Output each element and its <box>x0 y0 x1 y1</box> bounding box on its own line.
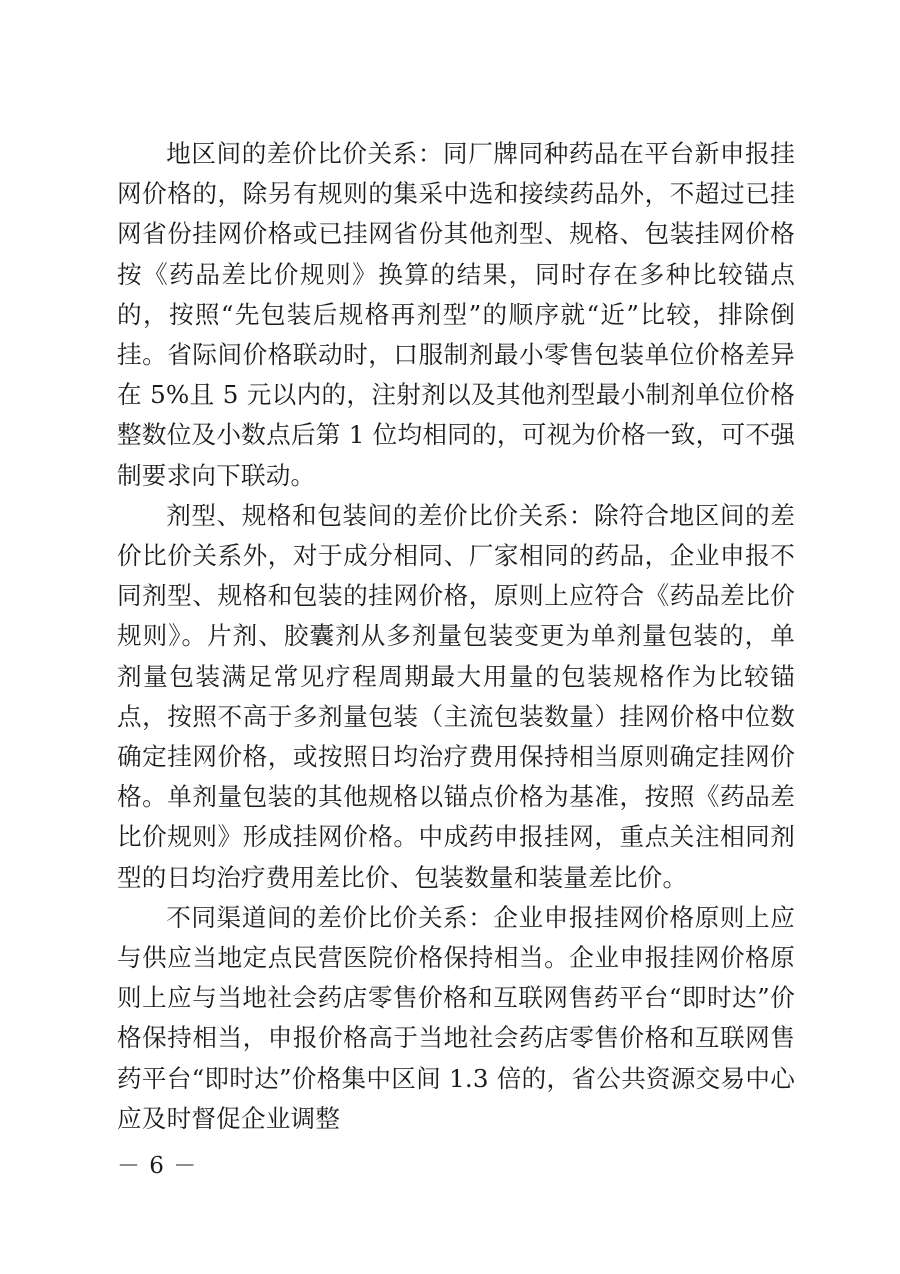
body-paragraph-regional-price-ratio: 地区间的差价比价关系：同厂牌同种药品在平台新申报挂网价格的，除另有规则的集采中选和接续药品外，不超过已挂网省份挂网价格或已挂网省份其他剂型、规格、包装挂网价格按《药品差比价规则》换算的结果，同时存在多种比较锚点的，按照“先包装后规格再剂型”的顺序就“近”比较，排除倒挂。省际间价格联动时，口服制剂最小零售包装单位价格差异在 5%且 5 元以内的，注射剂以及其他剂型最小制剂单位价格整数位及小数点后第 1 位均相同的，可视为价格一致，可不强制要求向下联动。 <box>117 139 795 490</box>
page-number: － 6 － <box>117 1153 198 1179</box>
body-paragraph-channel-price-ratio: 不同渠道间的差价比价关系：企业申报挂网价格原则上应与供应当地定点民营医院价格保持相当。企业申报挂网价格原则上应与当地社会药店零售价格和互联网售药平台“即时达”价格保持相当，申报价格高于当地社会药店零售价格和互联网售药平台“即时达”价格集中区间 1.3 倍的，省公共资源交易中心应及时督促企业调整 <box>117 902 795 1133</box>
document-body <box>117 134 795 1139</box>
body-paragraph-dosage-spec-packaging-price-ratio: 剂型、规格和包装间的差价比价关系：除符合地区间的差价比价关系外，对于成分相同、厂家相同的药品，企业申报不同剂型、规格和包装的挂网价格，原则上应符合《药品差比价规则》。片剂、胶囊剂从多剂量包装变更为单剂量包装的，单剂量包装满足常见疗程周期最大用量的包装规格作为比较锚点，按照不高于多剂量包装（主流包装数量）挂网价格中位数确定挂网价格，或按照日均治疗费用保持相当原则确定挂网价格。单剂量包装的其他规格以锚点价格为基准，按照《药品差比价规则》形成挂网价格。中成药申报挂网，重点关注相同剂型的日均治疗费用差比价、包装数量和装量差比价。 <box>117 500 795 892</box>
